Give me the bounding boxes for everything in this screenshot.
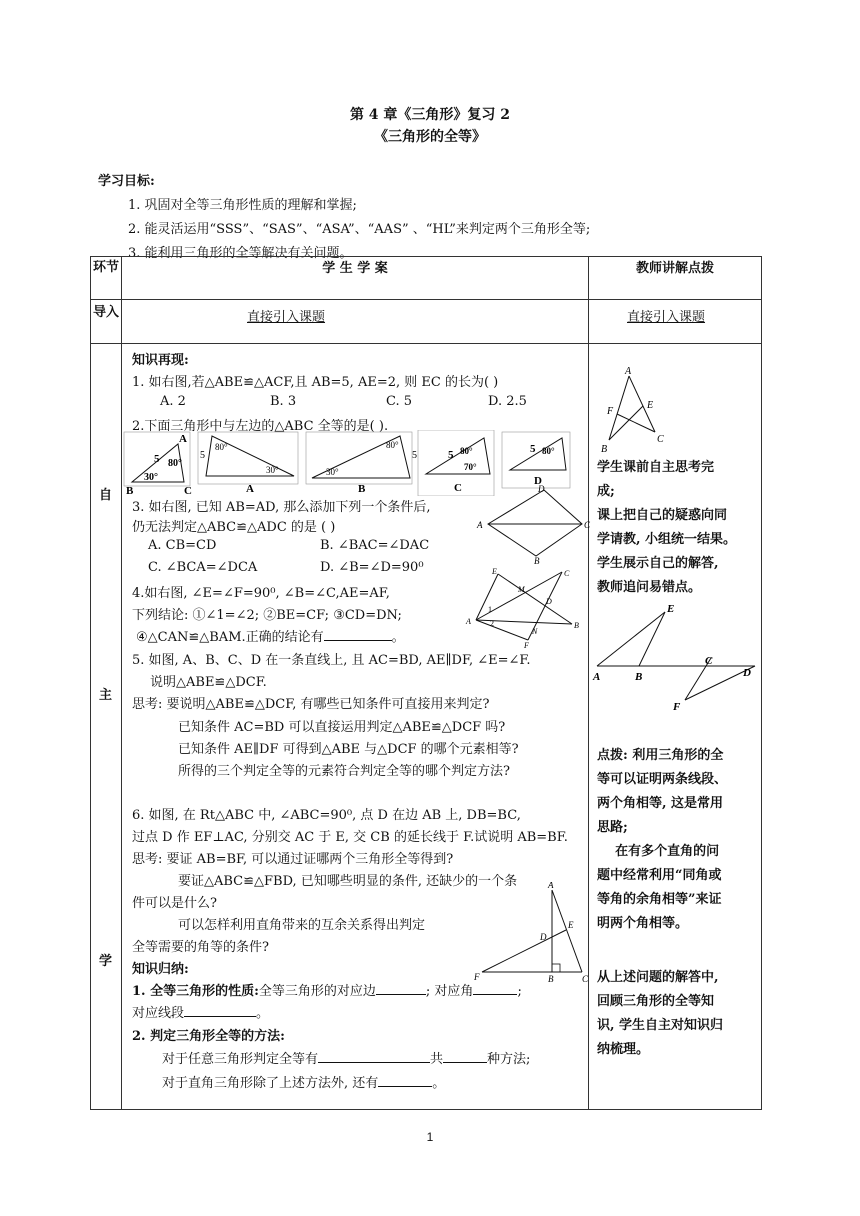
knowledge-heading: 知识再现: xyxy=(132,353,189,368)
summary-1 xyxy=(132,980,522,999)
think-3: 已知条件 AE∥DF 可得到△ABE 与△DCF 的哪个元素相等? xyxy=(178,742,519,757)
student-content xyxy=(122,344,589,1110)
summary-2a-end: 种方法; xyxy=(487,1052,531,1067)
opt-d-label: D xyxy=(534,475,542,487)
q4-blank xyxy=(324,628,392,641)
header-col1-text: 环节 xyxy=(92,260,119,275)
opt-b-label: B xyxy=(358,483,366,495)
summary-1-label: 1. 全等三角形的性质: xyxy=(132,984,259,999)
fig6-label: D xyxy=(540,932,547,942)
goal-item: 1. 巩固对全等三角形性质的理解和掌握; xyxy=(128,198,357,213)
summary-2b-text: 对于直角三角形除了上述方法外, 还有 xyxy=(162,1076,379,1091)
teacher-note-3 xyxy=(597,966,723,1062)
teacher-note-2 xyxy=(597,744,727,936)
summary-2a-text: 对于任意三角形判定全等有 xyxy=(162,1052,319,1067)
note-line: 识, 学生自主对知识归 xyxy=(597,1018,724,1033)
intro-text: 直接引入课题 xyxy=(247,310,326,325)
summary-2-label: 2. 判定三角形全等的方法: xyxy=(132,1029,285,1044)
ref-label-c: C xyxy=(184,485,192,496)
intro-cell xyxy=(122,300,589,344)
think-4: 所得的三个判定全等的元素符合判定全等的哪个判定方法? xyxy=(178,764,510,779)
triangle-option-a xyxy=(198,432,298,495)
note-line: 题中经常利用“同角或 xyxy=(597,868,722,883)
think-7: 件可以是什么? xyxy=(132,896,217,911)
fig5-label: B xyxy=(635,671,643,683)
fig5-label: D xyxy=(743,667,751,679)
goals-heading: 学习目标: xyxy=(98,174,155,189)
ref-angle: 80° xyxy=(168,458,182,469)
fig5-label: C xyxy=(705,655,713,667)
question-3-line2: 仍无法判定△ABC≌△ADC 的是 ( ) xyxy=(132,520,336,535)
q1-option: B. 3 xyxy=(270,394,297,409)
note-line: 从上述问题的解答中, xyxy=(597,970,719,985)
note-line: 学生课前自主思考完 xyxy=(597,460,715,475)
question-5-line2: 说明△ABE≌△DCF. xyxy=(150,675,267,690)
intro-teacher-cell xyxy=(589,300,762,344)
note-line: 思路; xyxy=(597,820,628,835)
note-line: 课上把自己的疑惑向同 xyxy=(597,508,728,523)
question-5-line1: 5. 如图, A、B、C、D 在一条直线上, 且 AC=BD, AE∥DF, ∠E=∠F. xyxy=(132,653,531,668)
page-title: 第 4 章《三角形》复习 2 xyxy=(349,107,511,123)
opt-c-angle: 70° xyxy=(464,462,477,472)
fig5-label: F xyxy=(673,701,681,712)
figure-q6 xyxy=(452,882,592,982)
fig4-label: B xyxy=(574,621,579,630)
fig6-label: A xyxy=(548,882,554,890)
note-line: 纳梳理。 xyxy=(597,1042,650,1057)
lesson-table xyxy=(90,256,762,1110)
opt-a-angle: 80° xyxy=(215,442,228,452)
fig5-label: A xyxy=(593,671,601,683)
fig1-label: E xyxy=(647,400,654,411)
question-4-line2: 下列结论: ①∠1=∠2; ②BE=CF; ③CD=DN; xyxy=(132,608,402,623)
teacher-content xyxy=(589,344,762,1110)
opt-a-angle: 30° xyxy=(266,465,279,475)
figure-q4 xyxy=(462,568,592,648)
header-col2: 学 生 学 案 xyxy=(122,257,589,300)
summary-2b xyxy=(162,1072,445,1091)
think-5: 思考: 要证 AB=BF, 可以通过证哪两个三角形全等得到? xyxy=(132,852,454,867)
opt-b-side: 5 xyxy=(412,450,417,461)
blank xyxy=(473,982,517,995)
q4-end: 。 xyxy=(391,630,405,645)
fig3-label: C xyxy=(584,520,591,530)
opt-c-angle: 80° xyxy=(460,446,473,456)
opt-c-label: C xyxy=(454,482,462,494)
think-8: 可以怎样利用直角带来的互余关系得出判定 xyxy=(178,918,426,933)
fig6-label: F xyxy=(474,972,480,982)
question-3-line1: 3. 如右图, 已知 AB=AD, 那么添加下列一个条件后, xyxy=(132,500,431,515)
opt-d-angle: 80° xyxy=(542,446,555,456)
summary-2b-end: 。 xyxy=(432,1076,446,1091)
fig1-label: B xyxy=(601,444,608,454)
fig6-label: C xyxy=(582,974,589,982)
fig3-label: B xyxy=(534,556,540,564)
fig4-label: C xyxy=(564,569,570,578)
fig4-label: 1 xyxy=(488,605,492,614)
triangle-option-b xyxy=(306,432,417,495)
summary-1-end: ; xyxy=(517,984,522,999)
header-col1 xyxy=(91,257,122,300)
think-6: 要证△ABC≌△FBD, 已知哪些明显的条件, 还缺少的一个条 xyxy=(178,874,518,889)
fig4-label: N xyxy=(532,627,538,636)
fig6-label: E xyxy=(568,920,574,930)
question-4-line1: 4.如右图, ∠E=∠F=90⁰, ∠B=∠C,AE=AF, xyxy=(132,586,390,601)
intro-label: 导入 xyxy=(91,300,122,344)
intro-teacher-text: 直接引入课题 xyxy=(627,310,706,325)
learning-goals xyxy=(98,170,590,266)
summary-1-text: 全等三角形的对应边 xyxy=(258,984,376,999)
summary-1-mid: ; 对应角 xyxy=(425,984,474,999)
blank xyxy=(376,982,426,995)
fig1-label: F xyxy=(607,406,614,417)
note-line: 明两个角相等。 xyxy=(597,916,689,931)
q3-option: C. ∠BCA=∠DCA xyxy=(148,560,258,575)
question-1: 1. 如右图,若△ABE≌△ACF,且 AB=5, AE=2, 则 EC 的长为( ) xyxy=(132,375,499,390)
blank xyxy=(443,1050,487,1063)
q1-option: D. 2.5 xyxy=(488,394,527,409)
q3-option: D. ∠B=∠D=90⁰ xyxy=(320,560,424,575)
page-number: 1 xyxy=(426,1130,434,1144)
triangle-option-d xyxy=(502,432,570,488)
ref-label-a: A xyxy=(179,433,187,445)
fig1-label: C xyxy=(657,434,664,445)
fig1-label: A xyxy=(625,366,632,377)
summary-1b xyxy=(132,1002,269,1021)
summary-heading: 知识归纳: xyxy=(132,962,189,977)
blank xyxy=(318,1050,430,1063)
note-line: 回顾三角形的全等知 xyxy=(597,994,715,1009)
note-line: 在有多个直角的问 xyxy=(597,844,720,859)
blank xyxy=(378,1074,432,1087)
opt-d-side: 5 xyxy=(530,443,536,455)
note-line: 等可以证明两条线段、 xyxy=(597,772,728,787)
opt-a-label: A xyxy=(246,483,254,495)
question-2: 2.下面三角形中与左边的△ABC 全等的是( ). xyxy=(132,419,389,434)
ref-side: 5 xyxy=(154,453,160,465)
goal-item: 3. 能利用三角形的全等解决有关问题。 xyxy=(128,246,353,261)
note-line: 学请教, 小组统一结果。 xyxy=(597,532,737,547)
fig4-label: F xyxy=(524,641,529,648)
fig5-label: E xyxy=(667,603,675,615)
note-line: 教师追问易错点。 xyxy=(597,580,702,595)
goal-item: 2. 能灵活运用“SSS”、“SAS”、“ASA”、“AAS” 、“HL”来判定两个三角形全等; xyxy=(128,222,591,237)
q3-option: A. CB=CD xyxy=(148,538,217,553)
page-subtitle: 《三角形的全等》 xyxy=(374,129,486,145)
header-col3: 教师讲解点拨 xyxy=(589,257,762,300)
q1-option: A. 2 xyxy=(160,394,186,409)
opt-a-side: 5 xyxy=(200,450,205,461)
note-line: 两个角相等, 这是常用 xyxy=(597,796,724,811)
think-1: 思考: 要说明△ABE≌△DCF, 有哪些已知条件可直接用来判定? xyxy=(132,697,490,712)
note-line: 学生展示自己的解答, xyxy=(597,556,719,571)
q1-option: C. 5 xyxy=(386,394,413,409)
think-2: 已知条件 AC=BD 可以直接运用判定△ABE≌△DCF 吗? xyxy=(178,720,506,735)
figure-q3 xyxy=(472,484,592,564)
figure-q1 xyxy=(595,364,675,454)
opt-b-angle: 30° xyxy=(326,467,339,477)
label-char: 自 xyxy=(99,488,113,503)
note-line: 等角的余角相等”来证 xyxy=(597,892,722,907)
fig4-label: D xyxy=(546,597,552,606)
summary-2a xyxy=(162,1048,530,1067)
ref-angle: 30° xyxy=(144,472,158,483)
q3-option: B. ∠BAC=∠DAC xyxy=(320,538,430,553)
question-6-line1: 6. 如图, 在 Rt△ABC 中, ∠ABC=90⁰, 点 D 在边 AB 上, DB=BC, xyxy=(132,808,521,823)
fig4-label: A xyxy=(466,617,471,626)
fig3-label: A xyxy=(477,520,483,530)
fig4-label: M xyxy=(518,585,525,594)
summary-2a-mid: 共 xyxy=(430,1052,444,1067)
blank xyxy=(184,1004,256,1017)
question-6-line2: 过点 D 作 EF⊥AC, 分别交 AC 于 E, 交 CB 的延长线于 F.试说明 AB=BF. xyxy=(132,830,568,845)
opt-c-side: 5 xyxy=(448,449,454,461)
note-line: 成; xyxy=(597,484,615,499)
q4-text: ④△CAN≌△BAM.正确的结论有 xyxy=(136,630,324,645)
fig3-label: D xyxy=(538,484,545,494)
think-9: 全等需要的角等的条件? xyxy=(132,940,269,955)
summary-1b-text: 对应线段 xyxy=(132,1006,185,1021)
question-4-line3 xyxy=(136,626,405,645)
fig4-label: E xyxy=(492,568,497,576)
note-line: 点拨: 利用三角形的全 xyxy=(597,748,724,763)
opt-b-angle: 80° xyxy=(386,440,399,450)
label-char: 学 xyxy=(99,954,113,969)
ref-label-b: B xyxy=(126,485,134,496)
teacher-note-1 xyxy=(597,456,736,600)
figure-q5 xyxy=(589,600,761,712)
fig6-label: B xyxy=(548,974,554,982)
ref-triangle xyxy=(124,432,192,496)
label-char: 主 xyxy=(99,688,113,703)
summary-1b-end: 。 xyxy=(256,1006,270,1021)
fig4-label: 2 xyxy=(490,619,494,628)
self-study-label xyxy=(91,344,122,1110)
